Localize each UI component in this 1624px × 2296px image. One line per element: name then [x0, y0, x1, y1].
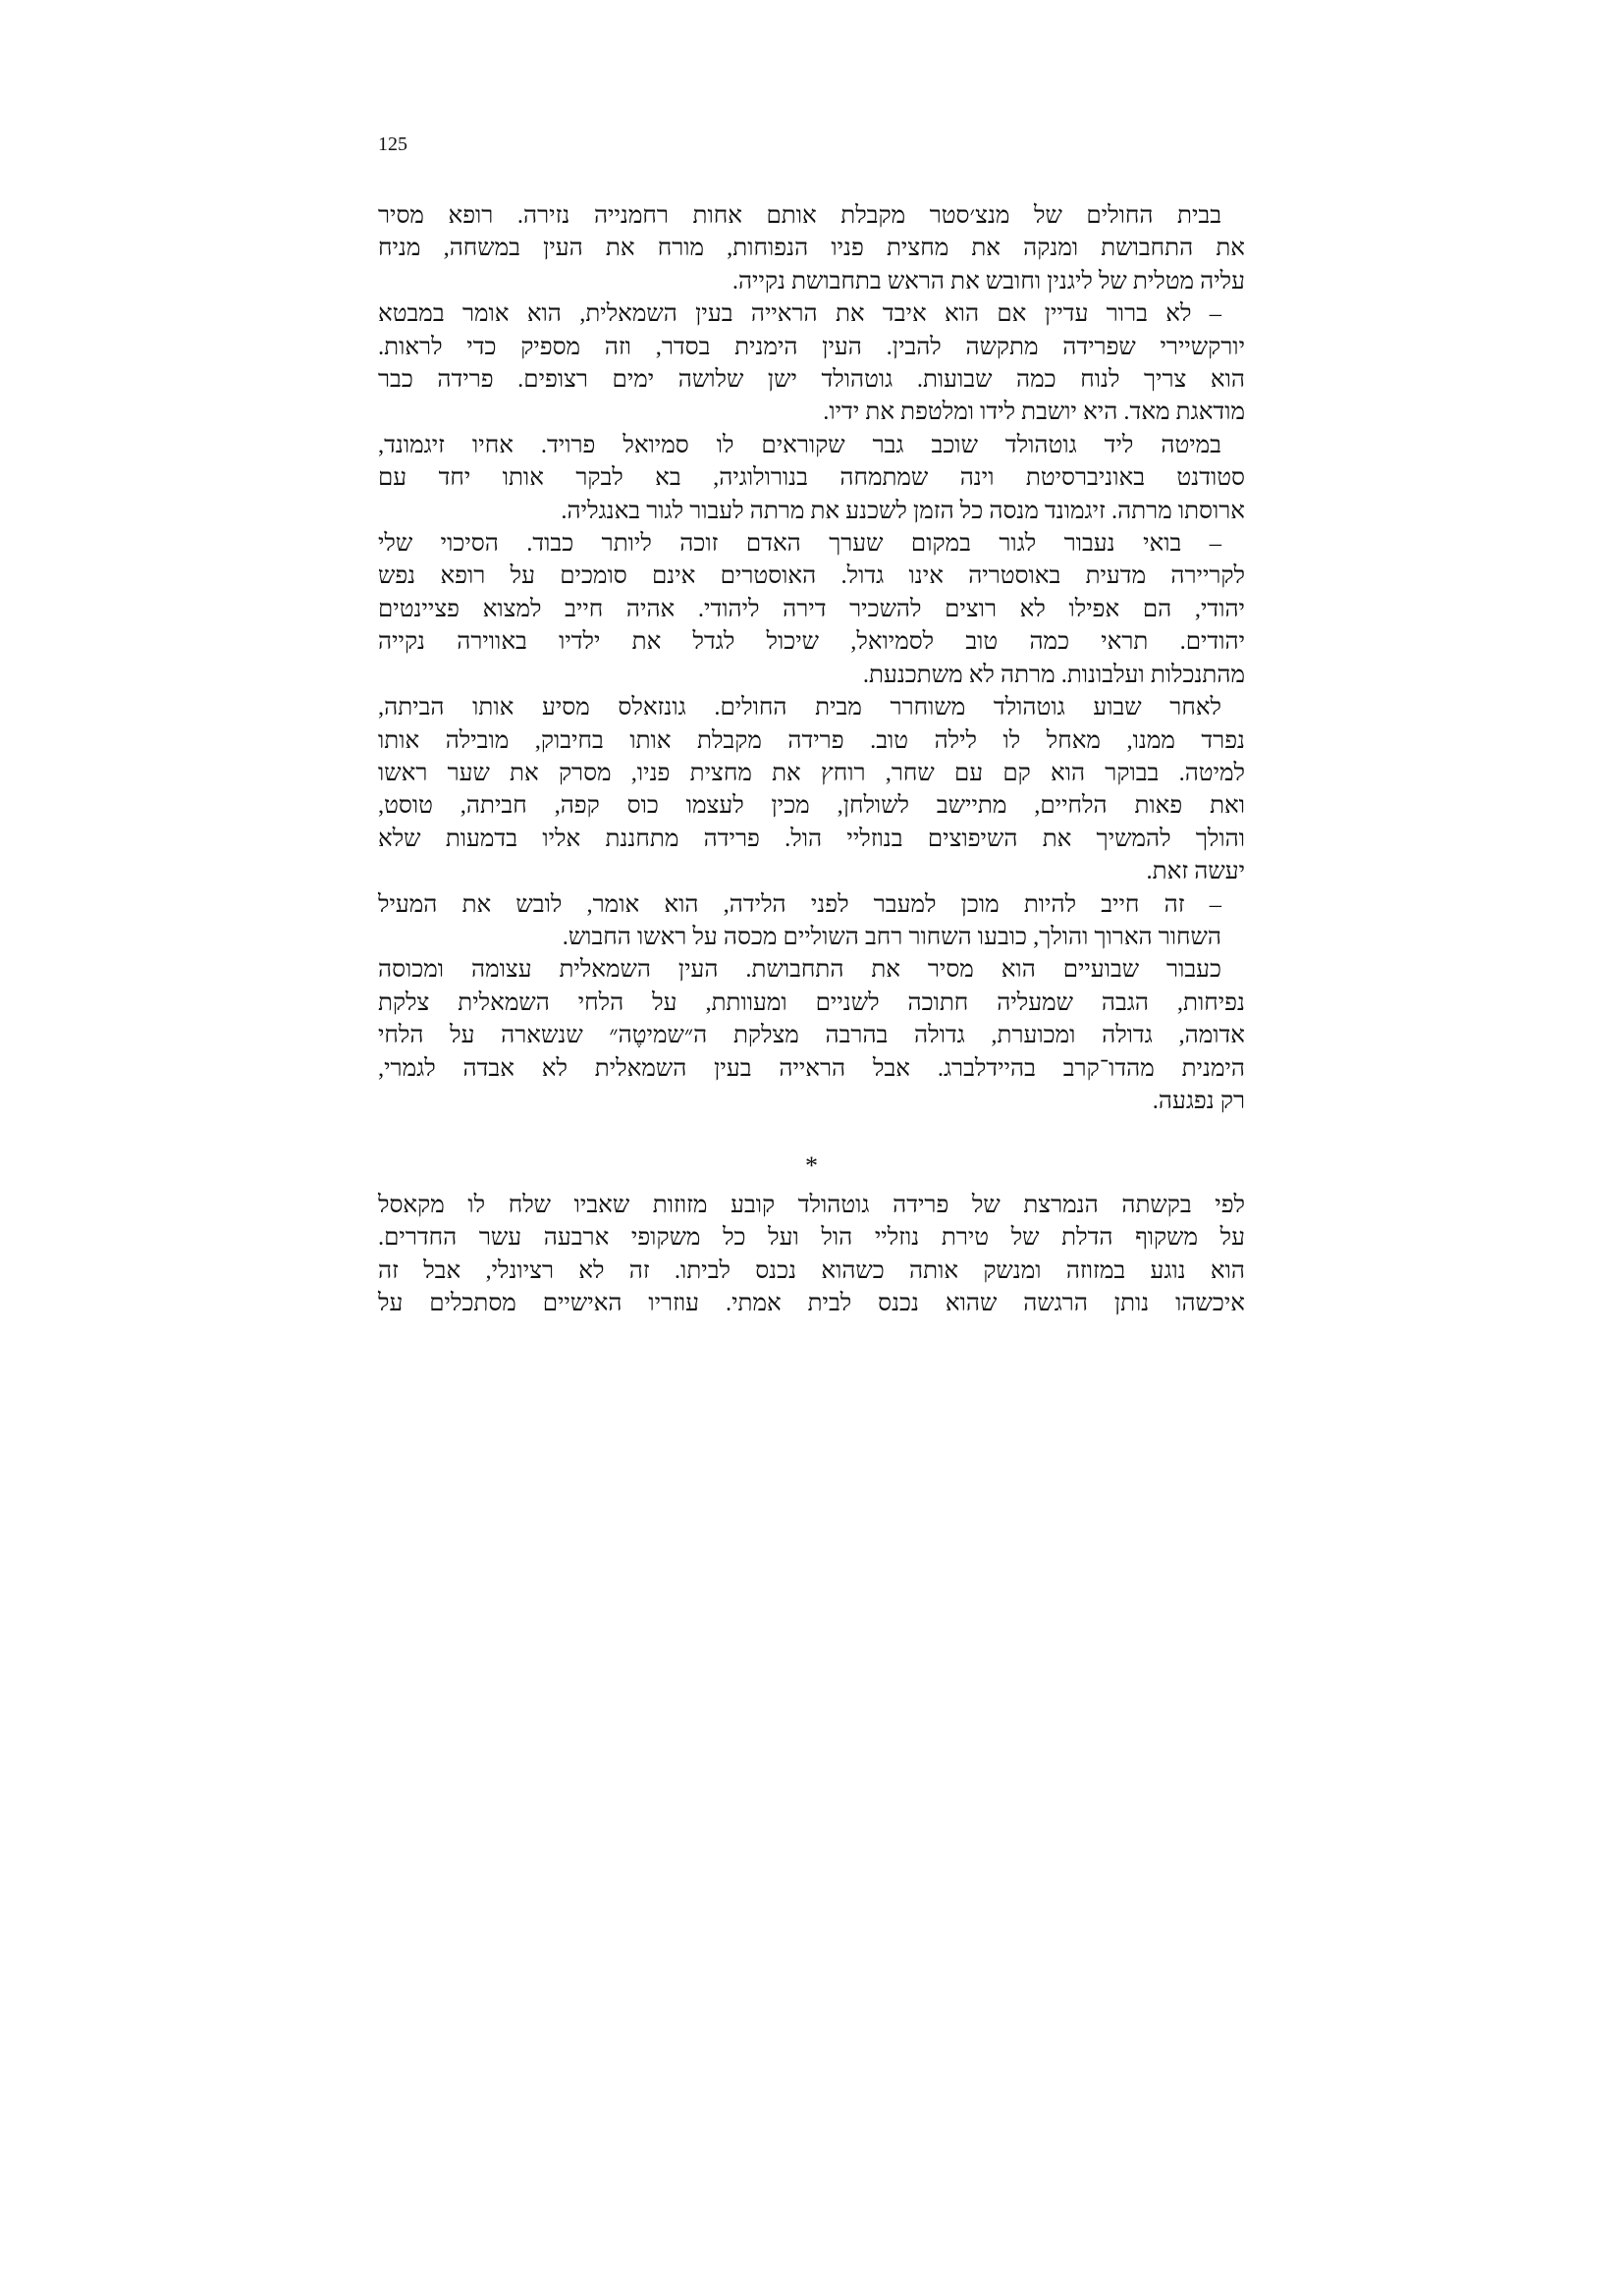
text-line: יעשה זאת.	[1146, 858, 1245, 885]
text-line: רק נפגעה.	[1152, 1087, 1245, 1114]
paragraph	[378, 199, 1245, 297]
text-line: בבית החולים של מנצ׳סטר מקבלת אותם אחות רחמנייה נזירה. רופא מסיר	[378, 202, 1221, 229]
text-line: לאחר שבוע גוטהולד משוחרר מבית החולים. גונזאלס מסיע אותו הביתה,	[378, 694, 1221, 721]
text-line: למיטה. בבוקר הוא קם עם שחר, רוחץ את מחצית פניו, מסרק את שער ראשו	[378, 759, 1245, 786]
text-line: מודאגת מאד. היא יושבת לידו ומלטפת את ידיו.	[823, 399, 1245, 426]
text-line: נפיחות, הגבה שמעליה חתוכה לשניים ומעוותת, על הלחי השמאלית צלקת	[378, 988, 1245, 1016]
text-line: ארוסתו מרתה. זיגמונד מנסה כל הזמן לשכנע את מרתה לעבור לגור באנגליה.	[561, 497, 1245, 524]
text-line: במיטה ליד גוטהולד שוכב גבר שקוראים לו סמיואל פרויד. אחיו זיגמונד,	[378, 431, 1221, 458]
text-line: יהודי, הם אפילו לא רוצים להשכיר דירה ליהודי. אהיה חייב למצוא פציינטים	[378, 595, 1245, 622]
paragraph	[378, 1189, 1245, 1320]
text-line: הוא נוגע במזוזה ומנשק אותה כשהוא נכנס לביתו. זה לא רציונלי, אבל זה	[378, 1256, 1245, 1284]
text-line: – לא ברור עדיין אם הוא איבד את הראייה בעין השמאלית, הוא אומר במבטא	[378, 300, 1221, 328]
text-line: סטודנט באוניברסיטת וינה שמתמחה בנורולוגיה, בא לבקר אותו יחד עם	[378, 464, 1245, 492]
dialogue-paragraph	[378, 297, 1245, 429]
text-line: הימנית מהדו־קרב בהיידלברג. אבל הראייה בעין השמאלית לא אבדה לגמרי,	[378, 1054, 1245, 1082]
paragraph	[378, 953, 1245, 1117]
text-line: – זה חייב להיות מוכן למעבר לפני הלידה, הוא אומר, לובש את המעיל	[378, 890, 1221, 918]
text-line: עליה מטלית של ליגנין וחובש את הראש בתחבושת נקייה.	[731, 267, 1245, 294]
text-line: איכשהו נותן הרגשה שהוא נכנס לבית אמתי. עוזריו האישיים מסתכלים על	[378, 1290, 1245, 1316]
dialogue-paragraph	[378, 888, 1245, 954]
text-line: והולך להמשיך את השיפוצים בנוזליי הול. פרידה מתחננת אליו בדמעות שלא	[378, 825, 1245, 852]
body-text	[378, 199, 1245, 1319]
text-line: נפרד ממנו, מאחל לו לילה טוב. פרידה מקבלת אותו בחיבוק, מובילה אותו	[378, 726, 1245, 754]
text-line: לפי בקשתה הנמרצת של פרידה גוטהולד קובע מזוזות שאביו שלח לו מקאסל	[378, 1191, 1245, 1218]
paragraph	[378, 691, 1245, 887]
paragraph	[378, 429, 1245, 527]
text-line: ואת פאות הלחיים, מתיישב לשולחן, מכין לעצמו כוס קפה, חביתה, טוסט,	[378, 792, 1245, 820]
text-line: את התחבושת ומנקה את מחצית פניו הנפוחות, מורח את העין במשחה, מניח	[378, 235, 1245, 262]
text-line: יורקשיירי שפרידה מתקשה להבין. העין הימנית בסדר, וזה מספיק כדי לראות.	[378, 333, 1245, 360]
text-line: מהתנכלות ועלבונות. מרתה לא משתכנעת.	[862, 661, 1245, 688]
text-line: כעבור שבועיים הוא מסיר את התחבושת. העין השמאלית עצומה ומכוסה	[378, 956, 1221, 984]
section-separator-asterisk: *	[805, 1151, 818, 1181]
dialogue-paragraph	[378, 527, 1245, 691]
text-line: אדומה, גדולה ומכוערת, גדולה בהרבה מצלקת ה״שמיטֶה״ שנשארה על הלחי	[378, 1022, 1245, 1049]
text-line: הוא צריך לנוח כמה שבועות. גוטהולד ישן שלושה ימים רצופים. פרידה כבר	[378, 366, 1245, 394]
text-line: לקריירה מדעית באוסטריה אינו גדול. האוסטרים אינם סומכים על רופא נפש	[378, 562, 1245, 590]
text-line: השחור הארוך והולך, כובעו השחור רחב השוליים מכסה על ראשו החבוש.	[562, 923, 1221, 950]
text-line: – בואי נעבור לגור במקום שערך האדם זוכה ליותר כבוד. הסיכוי שלי	[378, 530, 1221, 558]
text-line: יהודים. תראי כמה טוב לסמיואל, שיכול לגדל את ילדיו באווירה נקייה	[378, 628, 1245, 656]
page-number: 125	[378, 133, 407, 155]
text-line: על משקוף הדלת של טירת נוזליי הול ועל כל משקופי ארבעה עשר החדרים.	[378, 1224, 1245, 1252]
